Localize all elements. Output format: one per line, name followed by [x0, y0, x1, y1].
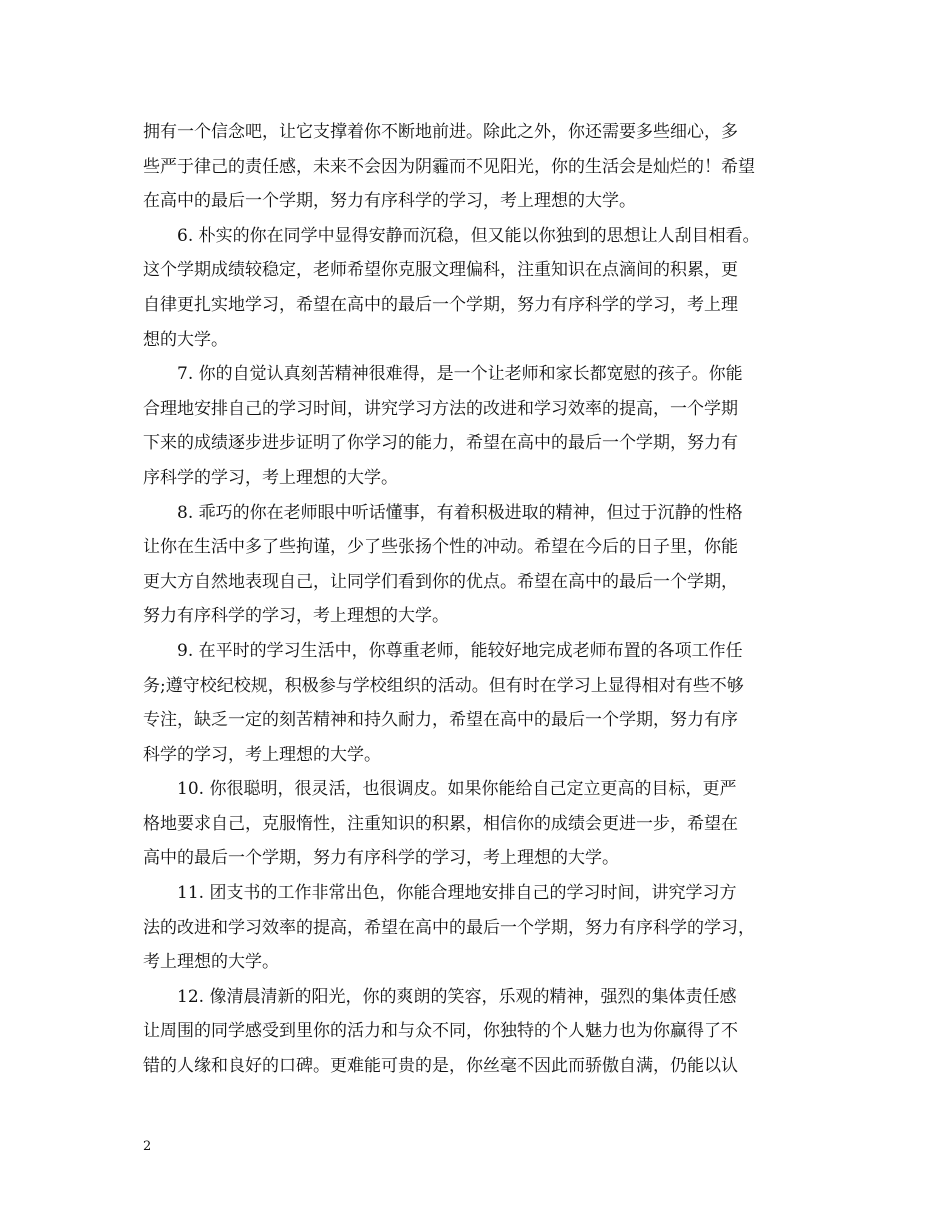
page-number: 2 — [143, 1139, 152, 1154]
text-line: 8. 乖巧的你在老师眼中听话懂事，有着积极进取的精神，但过于沉静的性格 — [177, 502, 743, 523]
text-line: 更大方自然地表现自己，让同学们看到你的优点。希望在高中的最后一个学期， — [143, 571, 738, 592]
text-line: 法的改进和学习效率的提高，希望在高中的最后一个学期，努力有序科学的学习， — [143, 917, 755, 938]
text-line: 7. 你的自觉认真刻苦精神很难得，是一个让老师和家长都宽慰的孩子。你能 — [177, 364, 743, 385]
text-line: 在高中的最后一个学期，努力有序科学的学习，考上理想的大学。 — [143, 191, 636, 212]
text-line: 让周围的同学感受到里你的活力和与众不同，你独特的个人魅力也为你赢得了不 — [143, 1021, 738, 1042]
text-line: 科学的学习，考上理想的大学。 — [143, 744, 381, 765]
text-line: 考上理想的大学。 — [143, 952, 279, 973]
text-line: 努力有序科学的学习，考上理想的大学。 — [143, 606, 449, 627]
text-line: 些严于律己的责任感，未来不会因为阴霾而不见阳光，你的生活会是灿烂的！希望 — [143, 156, 755, 177]
text-line: 12. 像清晨清新的阳光，你的爽朗的笑容，乐观的精神，强烈的集体责任感 — [177, 986, 737, 1007]
text-line: 错的人缘和良好的口碑。更难能可贵的是，你丝毫不因此而骄傲自满，仍能以认 — [143, 1056, 738, 1077]
text-line: 序科学的学习，考上理想的大学。 — [143, 467, 398, 488]
text-line: 让你在生活中多了些拘谨，少了些张扬个性的冲动。希望在今后的日子里，你能 — [143, 537, 738, 558]
text-line: 6. 朴实的你在同学中显得安静而沉稳，但又能以你独到的思想让人刮目相看。 — [177, 225, 760, 246]
text-line: 11. 团支书的工作非常出色，你能合理地安排自己的学习时间，讲究学习方 — [177, 883, 737, 904]
text-line: 10. 你很聪明，很灵活，也很调皮。如果你能给自己定立更高的目标，更严 — [177, 779, 737, 800]
text-line: 下来的成绩逐步进步证明了你学习的能力，希望在高中的最后一个学期，努力有 — [143, 433, 738, 454]
text-line: 高中的最后一个学期，努力有序科学的学习，考上理想的大学。 — [143, 848, 619, 869]
text-line: 合理地安排自己的学习时间，讲究学习方法的改进和学习效率的提高，一个学期 — [143, 398, 738, 419]
text-line: 格地要求自己，克服惰性，注重知识的积累，相信你的成绩会更进一步，希望在 — [143, 813, 738, 834]
text-line: 拥有一个信念吧，让它支撑着你不断地前进。除此之外，你还需要多些细心，多 — [143, 122, 738, 142]
text-line: 务;遵守校纪校规，积极参与学校组织的活动。但有时在学习上显得相对有些不够 — [143, 675, 744, 696]
document-body — [143, 115, 823, 1084]
text-line: 9. 在平时的学习生活中，你尊重老师，能较好地完成老师布置的各项工作任 — [177, 640, 743, 661]
text-line: 想的大学。 — [143, 329, 228, 350]
text-line: 自律更扎实地学习，希望在高中的最后一个学期，努力有序科学的学习，考上理 — [143, 294, 738, 315]
text-line: 专注，缺乏一定的刻苦精神和持久耐力，希望在高中的最后一个学期，努力有序 — [143, 710, 738, 731]
text-line: 这个学期成绩较稳定，老师希望你克服文理偏科，注重知识在点滴间的积累，更 — [143, 260, 738, 281]
